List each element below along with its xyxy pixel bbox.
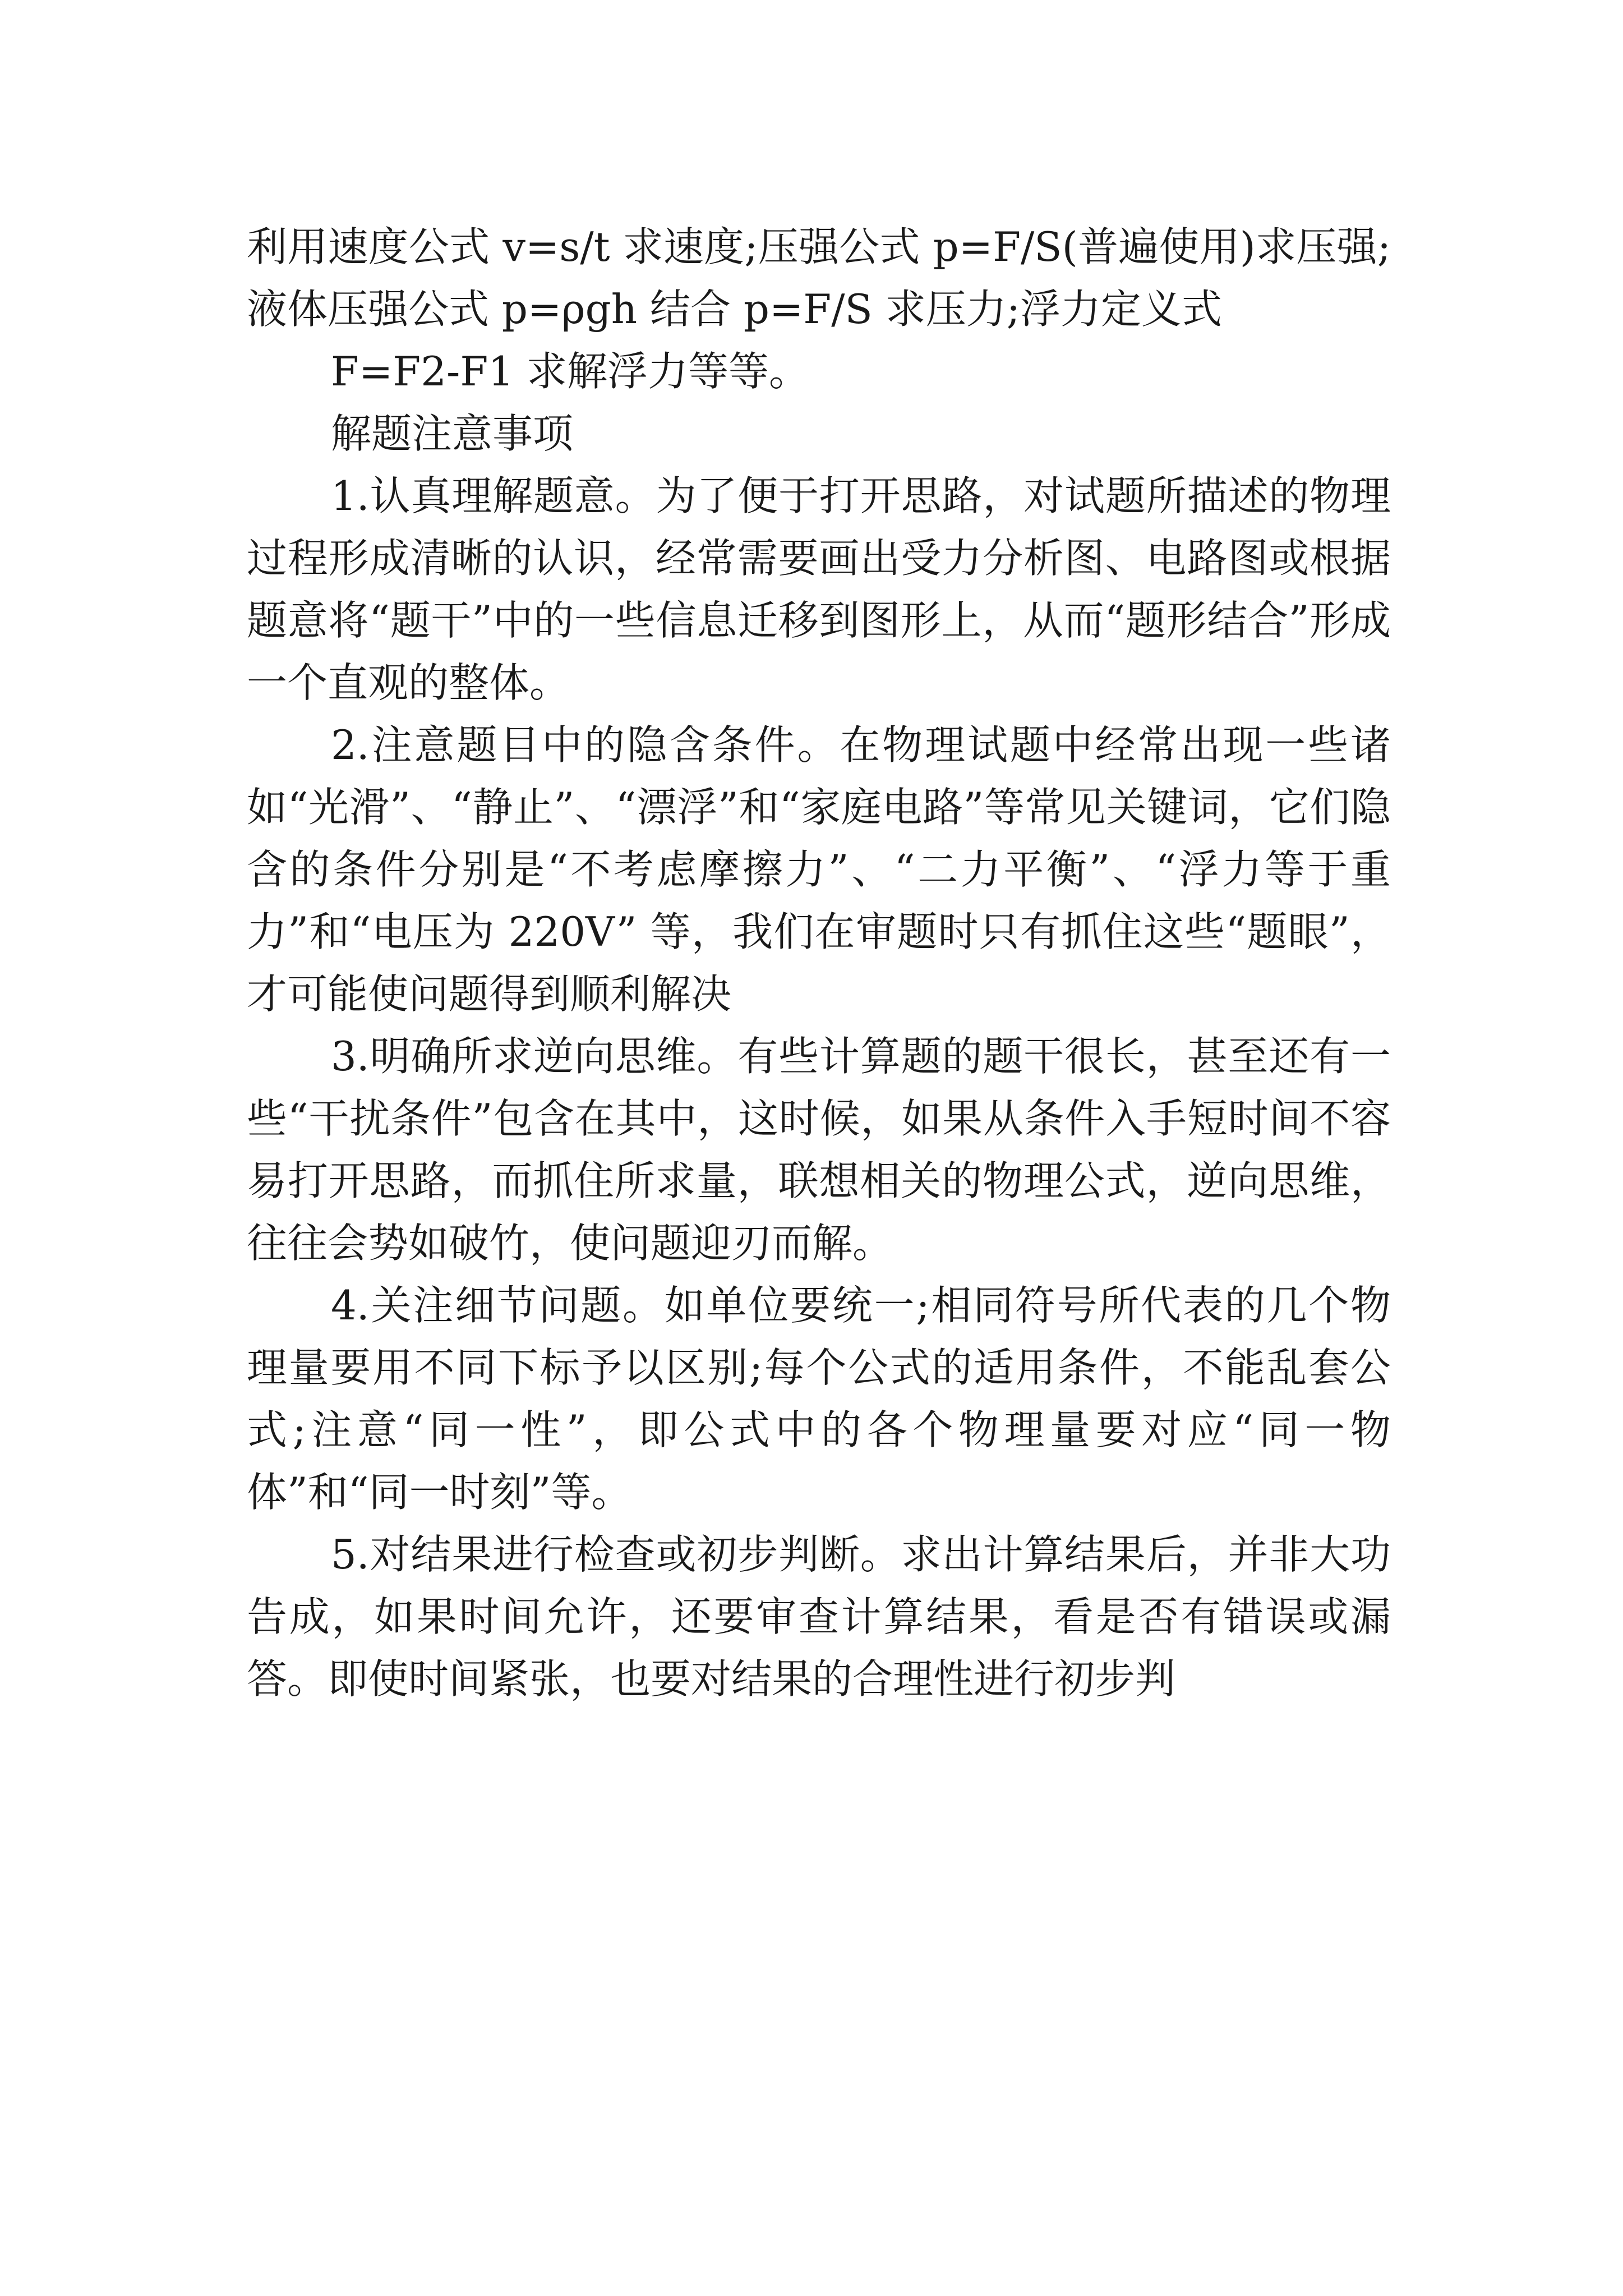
- document-body: [247, 216, 1391, 1710]
- paragraph-note-5: 5.对结果进行检查或初步判断。求出计算结果后，并非大功告成，如果时间允许，还要审查计算结果，看是否有错误或漏答。即使时间紧张，也要对结果的合理性进行初步判: [247, 1531, 1391, 1703]
- paragraph-note-3: 3.明确所求逆向思维。有些计算题的题干很长，甚至还有一些“干扰条件”包含在其中，这时候，如果从条件入手短时间不容易打开思路，而抓住所求量，联想相关的物理公式，逆向思维，往往会势如破竹，使问题迎刃而解。: [247, 1033, 1391, 1267]
- paragraph-buoyancy-formula: F=F2-F1 求解浮力等等。: [331, 348, 810, 395]
- section-heading-notes: 解题注意事项: [331, 410, 574, 457]
- paragraph-note-1: 1.认真理解题意。为了便于打开思路，对试题所描述的物理过程形成清晰的认识，经常需要画出受力分析图、电路图或根据题意将“题干”中的一些信息迁移到图形上，从而“题形结合”形成一个直观的整体。: [247, 472, 1391, 706]
- paragraph-formulas-intro: 利用速度公式 v=s/t 求速度;压强公式 p=F/S(普遍使用)求压强;液体压强公式 p=ρgh 结合 p=F/S 求压力;浮力定义式: [247, 223, 1391, 333]
- paragraph-note-2: 2.注意题目中的隐含条件。在物理试题中经常出现一些诸如“光滑”、“静止”、“漂浮”和“家庭电路”等常见关键词，它们隐含的条件分别是“不考虑摩擦力”、“二力平衡”、“浮力等于重力”和“电压为 220V” 等，我们在审题时只有抓住这些“题眼”，才可能使问题得到顺利解决: [247, 721, 1391, 1018]
- paragraph-note-4: 4.关注细节问题。如单位要统一;相同符号所代表的几个物理量要用不同下标予以区别;每个公式的适用条件，不能乱套公式;注意“同一性”，即公式中的各个物理量要对应“同一物体”和“同一时刻”等。: [247, 1282, 1391, 1516]
